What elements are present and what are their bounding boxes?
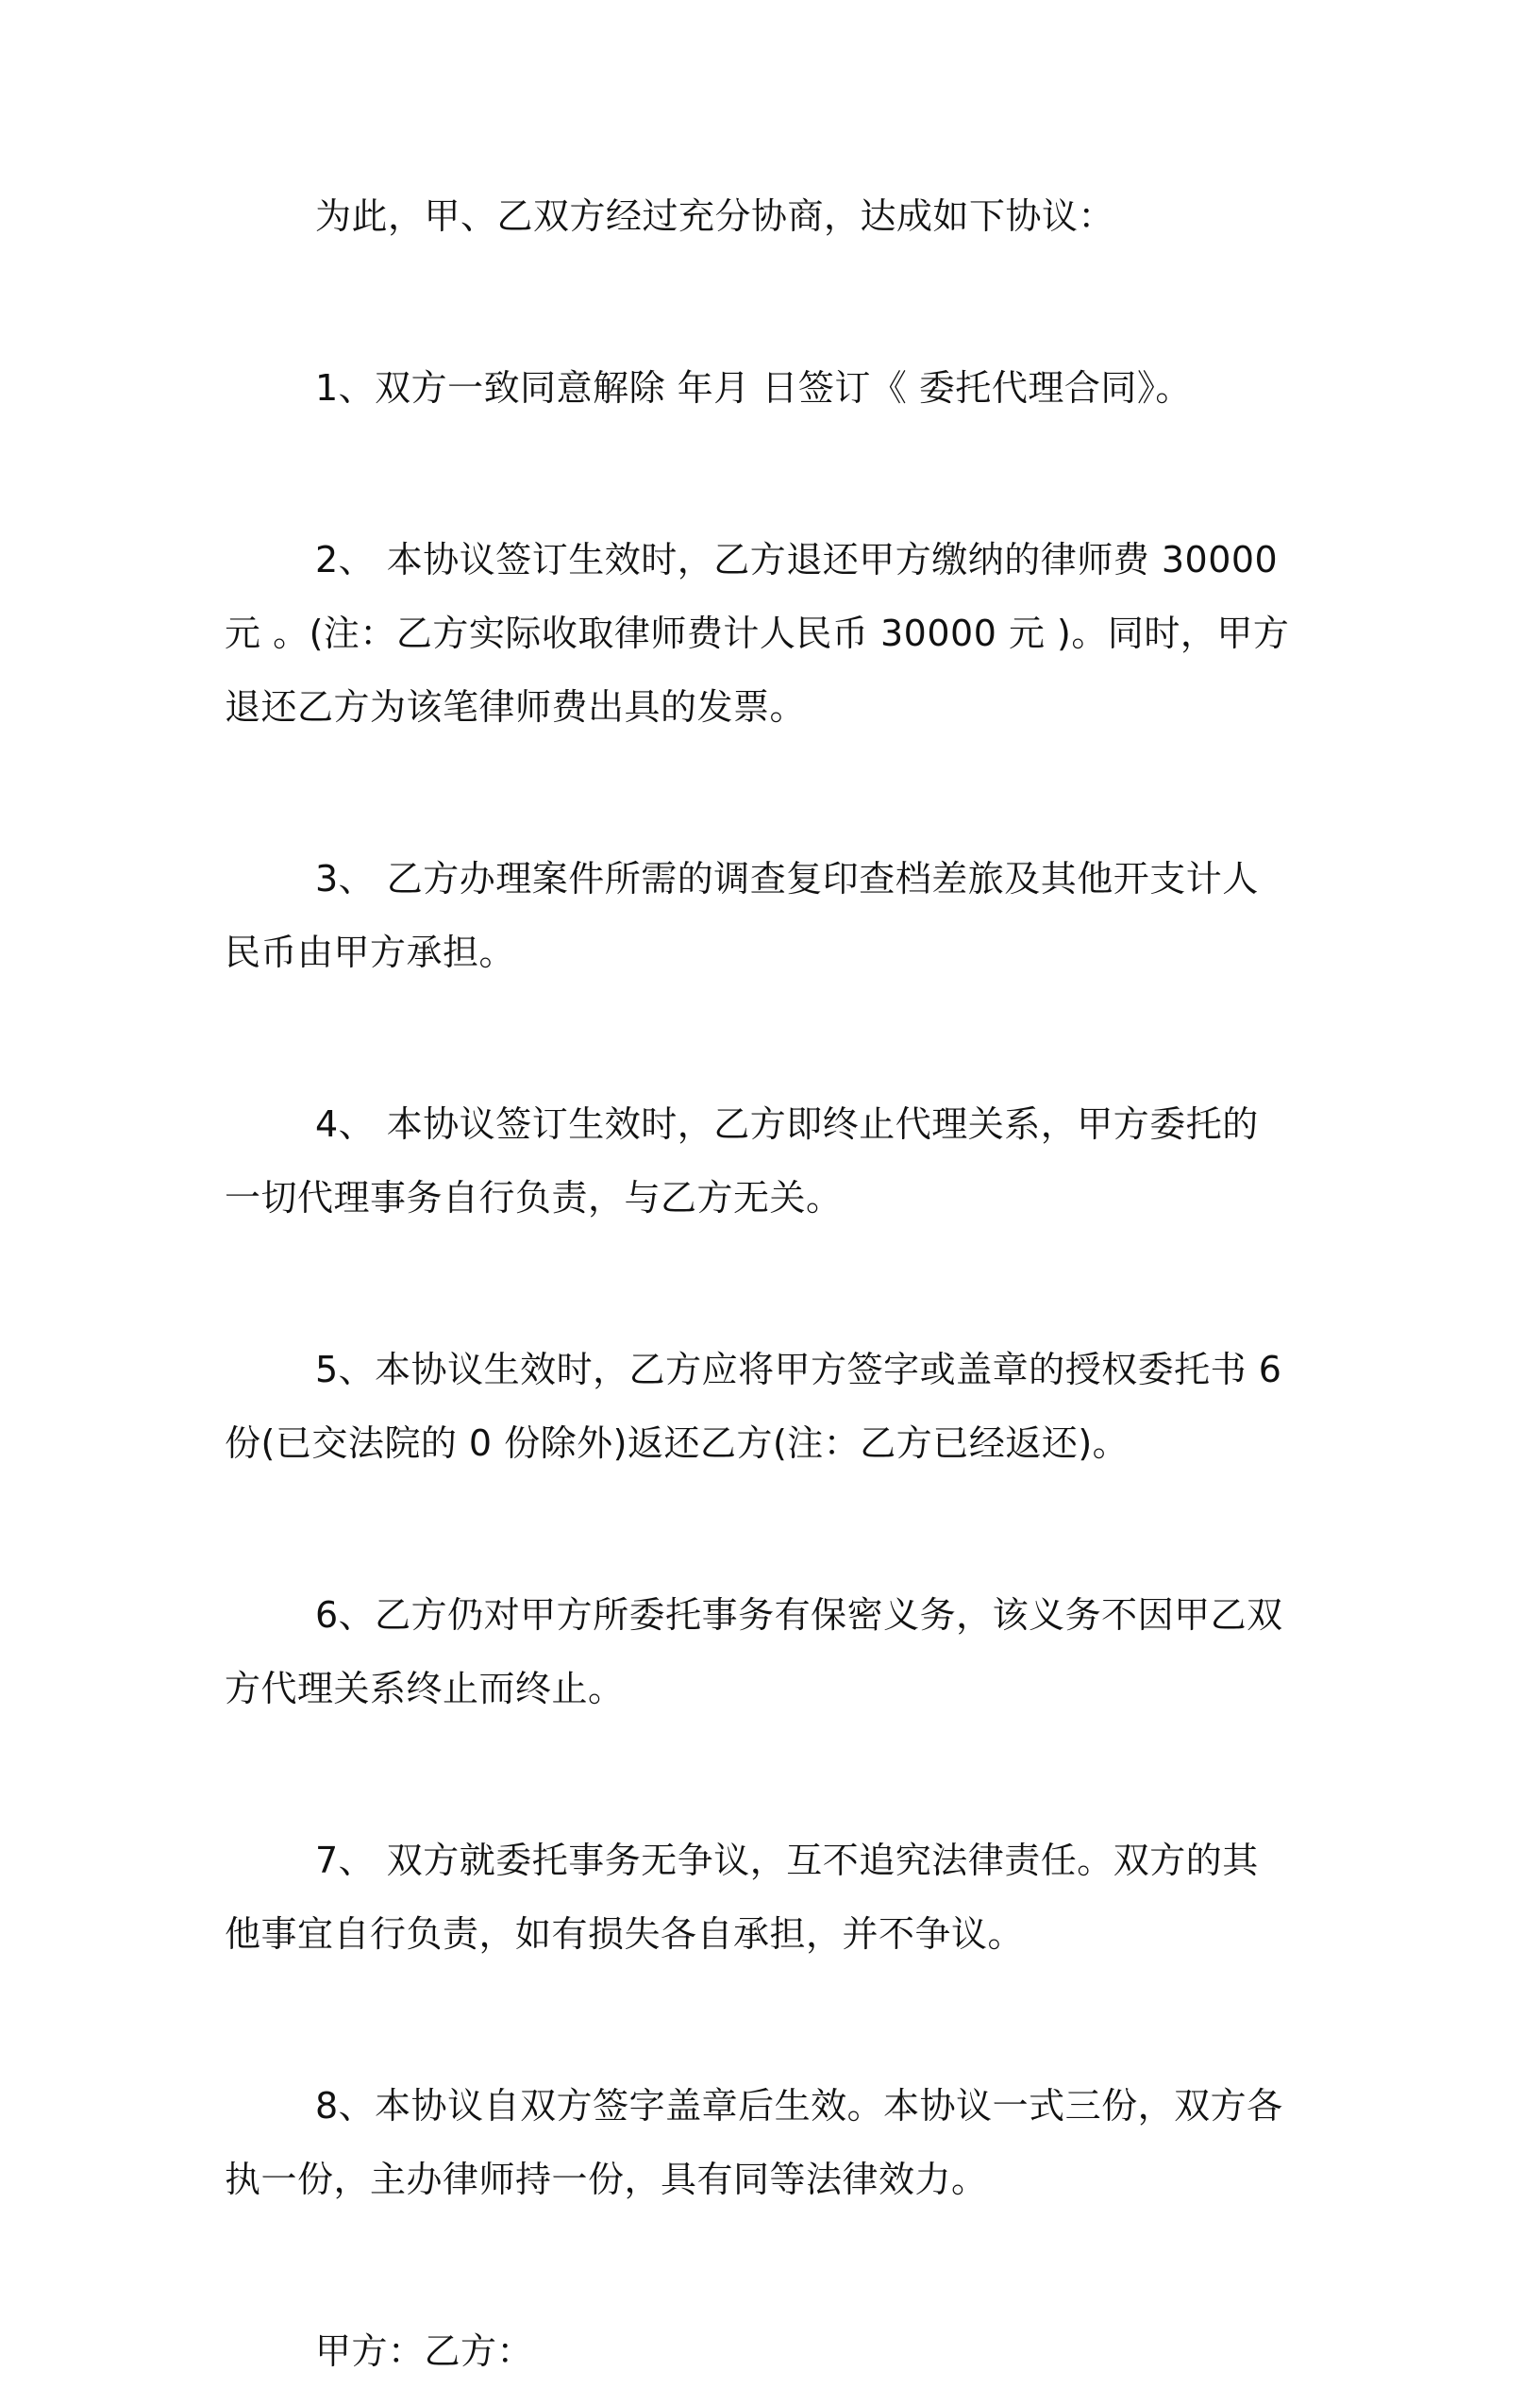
- clause-3: 3、 乙方办理案件所需的调查复印查档差旅及其他开支计人民币由甲方承担。: [225, 858, 1259, 973]
- clause-7: 7、 双方就委托事务无争议，互不追究法律责任。双方的其他事宜自行负责，如有损失各自承担，并不争议。: [225, 1840, 1259, 1955]
- clause-5: 5、本协议生效时，乙方应将甲方签字或盖章的授权委托书 6 份(已交法院的 0 份除外)返还乙方(注：乙方已经返还)。: [225, 1349, 1295, 1464]
- document-body: [225, 179, 1293, 2388]
- clause-6: 6、乙方仍对甲方所委托事务有保密义务，该义务不因甲乙双方代理关系终止而终止。: [225, 1594, 1283, 1709]
- clause-2: 2、 本协议签订生效时，乙方退还甲方缴纳的律师费 30000 元 。(注：乙方实际收取律师费计人民币 30000 元 )。同时，甲方退还乙方为该笔律师费出具的发票。: [225, 539, 1290, 728]
- clause-4: 4、 本协议签订生效时，乙方即终止代理关系，甲方委托的一切代理事务自行负责，与乙方无关。: [225, 1103, 1259, 1219]
- clause-8: 8、本协议自双方签字盖章后生效。本协议一式三份，双方各执一份，主办律师持一份，具有同等法律效力。: [225, 2085, 1283, 2200]
- clause-1: 1、双方一致同意解除 年月 日签订《 委托代理合同》。: [315, 367, 1192, 409]
- intro-paragraph: 为此，甲、乙双方经过充分协商，达成如下协议：: [315, 195, 1115, 237]
- signature-line: 甲方：乙方：: [315, 2330, 534, 2372]
